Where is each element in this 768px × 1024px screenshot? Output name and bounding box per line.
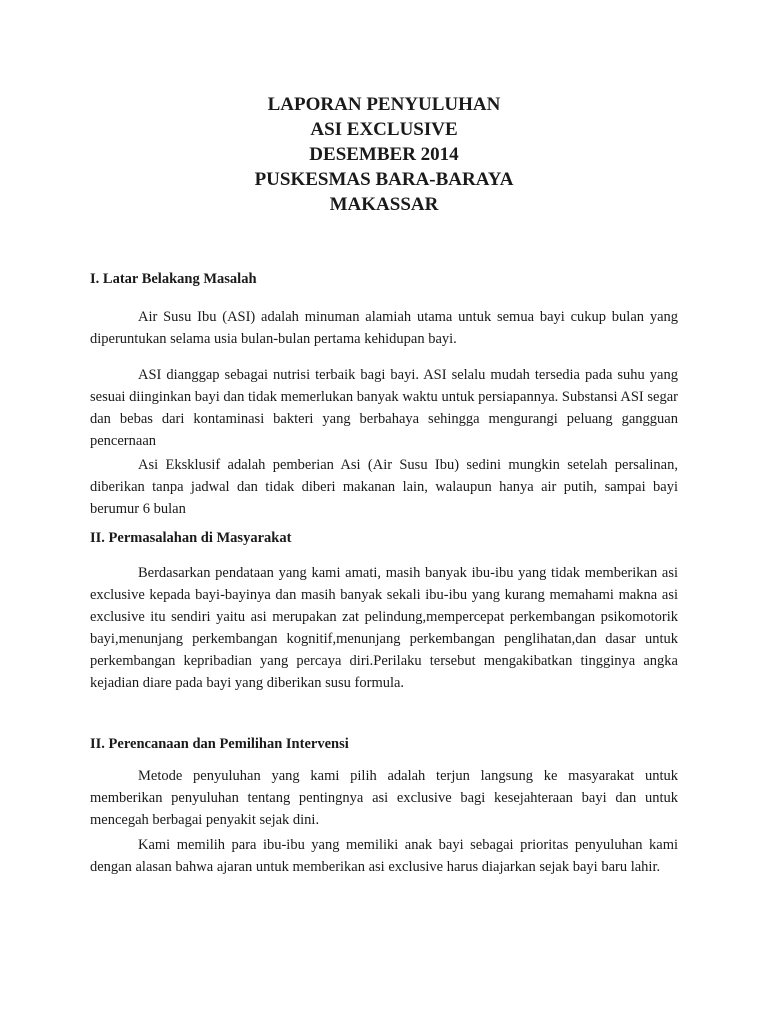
- section-heading: II. Permasalahan di Masyarakat: [90, 530, 292, 546]
- paragraph: Berdasarkan pendataan yang kami amati, masih banyak ibu-ibu yang tidak memberikan asi exclusive kepada bayi-bayinya dan masih banyak sekali ibu-ibu yang kurang memahami makna asi exclusive itu sendiri yaitu asi merupakan zat pelindung,mempercepat perkembangan psikomotorik bayi,menunjang perkembangan kognitif,menunjang perkembangan penglihatan,dan dasar untuk perkembangan kepribadian yang percaya diri.Perilaku tersebut mengakibatkan tingginya angka kejadian diare pada bayi yang diberikan susu formula.: [90, 565, 678, 691]
- section-heading: I. Latar Belakang Masalah: [90, 271, 257, 287]
- paragraph: ASI dianggap sebagai nutrisi terbaik bagi bayi. ASI selalu mudah tersedia pada suhu yang sesuai diinginkan bayi dan tidak memerlukan banyak waktu untuk persiapannya. Substansi ASI segar dan bebas dari kontaminasi bakteri yang berbahaya sehingga mengurangi peluang gangguan pencernaan: [90, 367, 678, 449]
- paragraph: Kami memilih para ibu-ibu yang memiliki anak bayi sebagai prioritas penyuluhan kami dengan alasan bahwa ajaran untuk memberikan asi exclusive harus diajarkan sejak bayi baru lahir.: [90, 837, 678, 875]
- paragraph: Asi Eksklusif adalah pemberian Asi (Air Susu Ibu) sedini mungkin setelah persalinan, diberikan tanpa jadwal dan tidak diberi makanan lain, walaupun hanya air putih, sampai bayi berumur 6 bulan: [90, 457, 678, 517]
- paragraph: Air Susu Ibu (ASI) adalah minuman alamiah utama untuk semua bayi cukup bulan yang diperuntukan selama usia bulan-bulan pertama kehidupan bayi.: [90, 309, 678, 347]
- document-title: [0, 92, 768, 217]
- title-line: PUSKESMAS BARA-BARAYA: [254, 169, 514, 190]
- title-line: LAPORAN PENYULUHAN: [267, 94, 501, 115]
- title-line: DESEMBER 2014: [309, 144, 459, 165]
- paragraph: Metode penyuluhan yang kami pilih adalah terjun langsung ke masyarakat untuk memberikan penyuluhan tentang pentingnya asi exclusive bagi kesejahteraan bayi dan untuk mencegah berbagai penyakit sejak dini.: [90, 768, 678, 828]
- section-heading: II. Perencanaan dan Pemilihan Intervensi: [90, 736, 349, 752]
- title-line: MAKASSAR: [329, 194, 439, 215]
- title-line: ASI EXCLUSIVE: [310, 119, 458, 140]
